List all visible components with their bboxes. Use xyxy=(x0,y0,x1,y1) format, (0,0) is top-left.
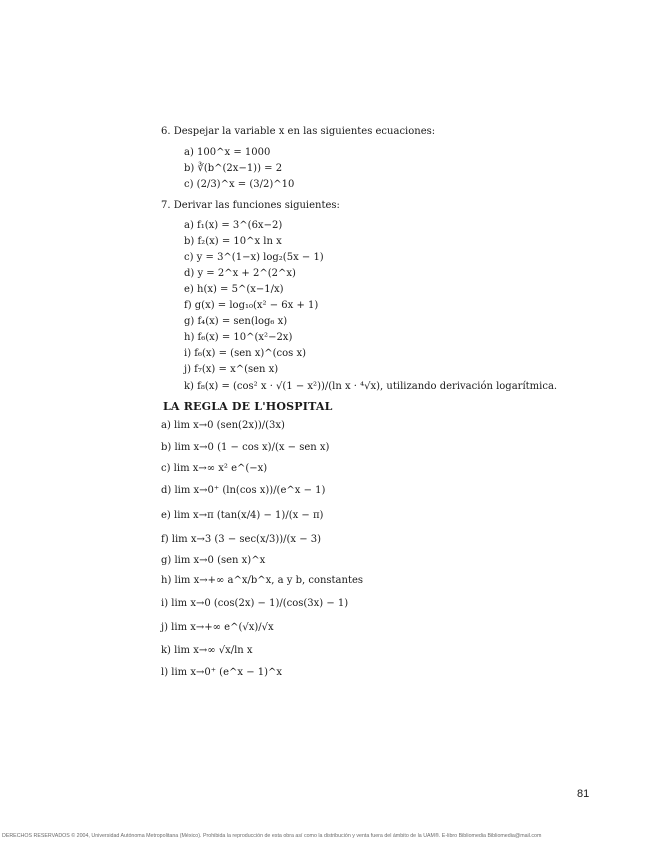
limit-item: h) lim x→+∞ a^x/b^x, a y b, constantes xyxy=(161,575,364,586)
exercise-7-item: k) f₈(x) = (cos² x · √(1 − x²))/(ln x · ⁴√x), utilizando derivación logarítmica. xyxy=(184,381,558,392)
exercise-6-item: b) ∛(b^(2x−1)) = 2 xyxy=(184,163,283,174)
limit-item: a) lim x→0 (sen(2x))/(3x) xyxy=(161,420,285,431)
limit-item: g) lim x→0 (sen x)^x xyxy=(161,555,266,566)
limit-item: d) lim x→0⁺ (ln(cos x))/(e^x − 1) xyxy=(161,485,326,496)
limit-item: j) lim x→+∞ e^(√x)/√x xyxy=(161,622,274,633)
page-number: 81 xyxy=(577,788,590,800)
exercise-7-item: j) f₇(x) = x^(sen x) xyxy=(184,364,279,375)
exercise-7-item: c) y = 3^(1−x) log₂(5x − 1) xyxy=(184,252,324,263)
exercise-6-title: 6. Despejar la variable x en las siguientes ecuaciones: xyxy=(161,126,436,137)
limit-item: k) lim x→∞ √x/ln x xyxy=(161,645,253,656)
limit-item: f) lim x→3 (3 − sec(x/3))/(x − 3) xyxy=(161,534,322,545)
limit-item: l) lim x→0⁺ (e^x − 1)^x xyxy=(161,667,283,678)
exercise-7-item: a) f₁(x) = 3^(6x−2) xyxy=(184,220,283,231)
exercise-7-item: e) h(x) = 5^(x−1/x) xyxy=(184,284,284,295)
exercise-7-item: f) g(x) = log₁₀(x² − 6x + 1) xyxy=(184,300,319,311)
exercise-6-item: c) (2/3)^x = (3/2)^10 xyxy=(184,179,295,190)
exercise-7-title: 7. Derivar las funciones siguientes: xyxy=(161,200,340,211)
limit-item: c) lim x→∞ x² e^(−x) xyxy=(161,463,268,474)
exercise-7-item: d) y = 2^x + 2^(2^x) xyxy=(184,268,296,279)
exercise-7-item: h) f₆(x) = 10^(x²−2x) xyxy=(184,332,293,343)
exercise-7-item: b) f₂(x) = 10^x ln x xyxy=(184,236,282,247)
copyright-footer: DERECHOS RESERVADOS © 2004, Universidad Autónoma Metropolitana (México). Prohibida la reproducción de esta obra así como la distribución y venta fuera del ámbito de la UAM®. E-libro Bibliomedia Bibliomedia@mail.com xyxy=(2,833,542,839)
exercise-7-item: i) f₆(x) = (sen x)^(cos x) xyxy=(184,348,307,359)
limit-item: e) lim x→π (tan(x/4) − 1)/(x − π) xyxy=(161,510,324,521)
exercise-7-item: g) f₄(x) = sen(log₆ x) xyxy=(184,316,288,327)
section-heading: LA REGLA DE L'HOSPITAL xyxy=(163,400,333,413)
exercise-6-item: a) 100^x = 1000 xyxy=(184,147,271,158)
limit-item: b) lim x→0 (1 − cos x)/(x − sen x) xyxy=(161,442,330,453)
limit-item: i) lim x→0 (cos(2x) − 1)/(cos(3x) − 1) xyxy=(161,598,349,609)
